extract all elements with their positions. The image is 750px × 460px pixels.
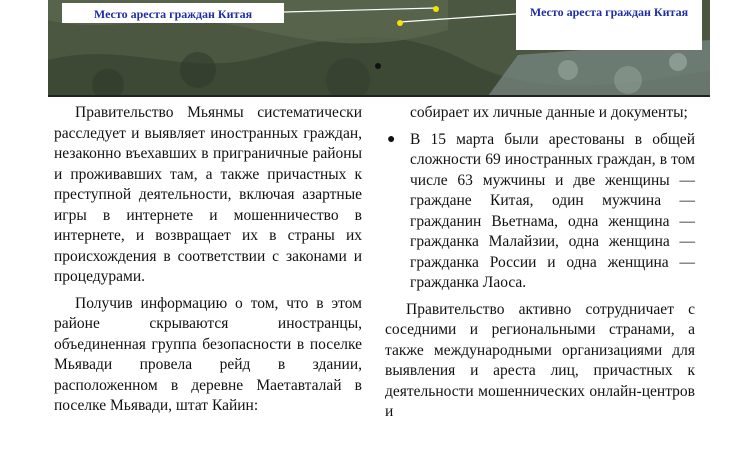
photo-callout-right: Место ареста граждан Китая	[516, 0, 702, 50]
paragraph-security-raid: Получив информацию о том, что в этом районе скрываются иностранцы, объединенная группа безопасности в поселке Мьявади провела рейд в здании, расположенном в деревне Маетавталай в поселке Мьявади, штат Кайин:	[54, 294, 362, 414]
bullet-item-text: В 15 марта были арестованы в общей сложности 69 иностранных граждан, в том числе 63 мужчины и две женщины — граждане Китая, один мужчина — гражданин Вьетнама, одна женщина — гражданка Малайзии, одна женщина — гражданка России и одна женщина — гражданка Лаоса.	[410, 130, 695, 291]
location-marker-2	[397, 20, 403, 26]
paragraph-government-investigation: Правительство Мьянмы систематически расследует и выявляет иностранных граждан, незаконно въехавших в приграничные районы и проживавших там, а также причастных к преступной деятельности, включая азартные игры в интернете и мошенничество в интернете, и возвращает их в страны их происхождения в соответствии с законами и процедурами.	[54, 104, 362, 285]
aerial-photo	[48, 0, 710, 96]
left-column	[54, 103, 362, 417]
location-marker-1	[433, 6, 439, 12]
right-column	[385, 103, 695, 423]
photo-callout-left: Место ареста граждан Китая	[62, 3, 284, 23]
photo-bottom-border	[48, 95, 710, 97]
paragraph-cooperation: Правительство активно сотрудничает с соседними и региональными странами, а также международными организациями для выявления и ареста лиц, причастных к деятельности мошеннических онлайн-центров и	[385, 300, 695, 420]
location-marker-dark	[375, 63, 381, 69]
bullet-list	[385, 130, 695, 294]
bullet-item-arrests	[385, 130, 695, 294]
bullet-continuation: собирает их личные данные и документы;	[410, 104, 688, 121]
bullet-dot-icon: ●	[387, 131, 396, 147]
